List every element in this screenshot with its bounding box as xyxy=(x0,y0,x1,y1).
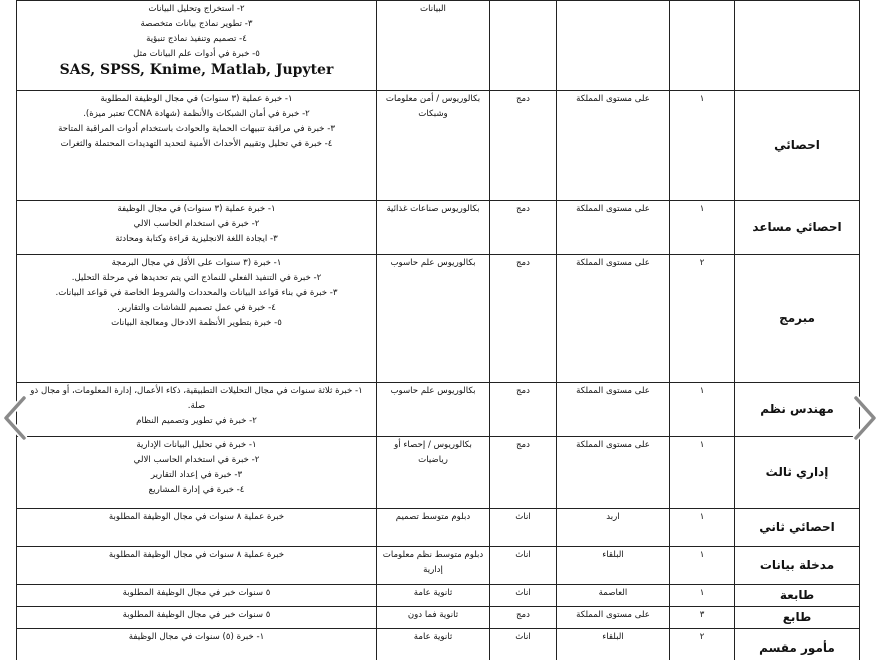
job-experience xyxy=(17,437,377,509)
job-title: احصائي xyxy=(735,91,860,201)
experience-line: ٢- خبرة في أمان الشبكات والأنظمة (شهادة CCNA تعتبر ميزة). xyxy=(83,109,310,119)
job-row xyxy=(17,547,860,585)
experience-line: ٥ سنوات خبر في مجال الوظيفة المطلوبة xyxy=(122,610,271,620)
job-count: ٢ xyxy=(670,629,735,660)
job-location: على مستوى المملكة xyxy=(557,91,670,201)
job-gender: دمج xyxy=(490,383,557,437)
experience-line: ٤- تصميم وتنفيذ نماذج تنبؤية xyxy=(146,34,247,44)
job-row xyxy=(17,1,860,91)
tools-list: SAS, SPSS, Knime, Matlab, Jupyter xyxy=(59,62,334,78)
job-count: ١ xyxy=(670,509,735,547)
job-gender: اناث xyxy=(490,585,557,607)
job-location xyxy=(557,1,670,91)
job-row xyxy=(17,255,860,383)
experience-line: ٣- خبرة في مراقبة تنبيهات الحماية والحوادث باستخدام أدوات المراقبة المتاحة xyxy=(58,124,335,134)
job-row xyxy=(17,629,860,660)
job-location: على مستوى المملكة xyxy=(557,255,670,383)
job-qualification: دبلوم متوسط تصميم xyxy=(377,509,490,547)
job-qualification: دبلوم متوسط نظم معلومات إدارية xyxy=(377,547,490,585)
experience-line: ٤- خبرة في تحليل وتقييم الأحداث الأمنية لتحديد التهديدات المحتملة والثغرات xyxy=(60,139,333,149)
job-row xyxy=(17,437,860,509)
job-experience xyxy=(17,585,377,607)
experience-line: ٣- تطوير نماذج بيانات متخصصة xyxy=(140,19,253,29)
job-location: اربد xyxy=(557,509,670,547)
job-experience xyxy=(17,255,377,383)
job-location: البلقاء xyxy=(557,547,670,585)
job-title: إداري ثالث xyxy=(735,437,860,509)
job-location: العاصمة xyxy=(557,585,670,607)
job-count: ١ xyxy=(670,547,735,585)
job-gender: اناث xyxy=(490,509,557,547)
job-gender: دمج xyxy=(490,607,557,629)
job-row xyxy=(17,607,860,629)
job-qualification: بكالوريوس / أمن معلومات وشبكات xyxy=(377,91,490,201)
experience-line: ١- خبرة ثلاثة سنوات في مجال التحليلات التطبيقية، ذكاء الأعمال، إدارة المعلومات، أو مجال ذو صلة. xyxy=(30,386,363,411)
job-count xyxy=(670,1,735,91)
job-title: مبرمج xyxy=(735,255,860,383)
job-gender xyxy=(490,1,557,91)
job-experience xyxy=(17,383,377,437)
job-row xyxy=(17,509,860,547)
job-qualification: ثانوية عامة xyxy=(377,585,490,607)
job-qualification: ثانوية عامة xyxy=(377,629,490,660)
experience-line: ١- خبرة في تحليل البيانات الإدارية xyxy=(136,440,257,450)
experience-line: ٣- ايجادة اللغة الانجليزية قراءة وكتابة ومحادثة xyxy=(115,234,278,244)
experience-line: ١- خبرة (٥) سنوات في مجال الوظيفة xyxy=(128,632,265,642)
job-qualification: بكالوريوس علم حاسوب xyxy=(377,383,490,437)
chevron-right-icon xyxy=(852,395,878,441)
job-experience xyxy=(17,607,377,629)
job-count: ١ xyxy=(670,383,735,437)
job-title: مهندس نظم xyxy=(735,383,860,437)
job-experience xyxy=(17,509,377,547)
experience-line: ٤- خبرة في عمل تصميم للشاشات والتقارير. xyxy=(117,303,276,313)
job-row xyxy=(17,383,860,437)
job-title: طابع xyxy=(735,607,860,629)
experience-line: ٣- خبرة في إعداد التقارير xyxy=(150,470,243,480)
experience-line: ٢- خبرة في استخدام الحاسب الالي xyxy=(133,219,260,229)
job-qualification: البيانات xyxy=(377,1,490,91)
experience-line: ١- خبرة عملية (٣ سنوات) في مجال الوظيفة المطلوبة xyxy=(100,94,293,104)
job-location: على مستوى المملكة xyxy=(557,437,670,509)
experience-line: ٥ سنوات خبر في مجال الوظيفة المطلوبة xyxy=(122,588,271,598)
job-count: ٣ xyxy=(670,607,735,629)
job-location: على مستوى المملكة xyxy=(557,201,670,255)
experience-line: ١- خبرة (٣ سنوات على الأقل في مجال البرمجة xyxy=(111,258,282,268)
experience-line: ٤- خبرة في إدارة المشاريع xyxy=(148,485,245,495)
experience-line: ١- خبرة عملية (٣ سنوات) في مجال الوظيفة xyxy=(117,204,276,214)
job-experience xyxy=(17,1,377,91)
job-title: طابعة xyxy=(735,585,860,607)
job-count: ١ xyxy=(670,201,735,255)
job-row xyxy=(17,585,860,607)
job-row xyxy=(17,91,860,201)
experience-line: ٣- خبرة في بناء قواعد البيانات والمحددات والشروط الخاصة في قواعد البيانات. xyxy=(55,288,338,298)
job-title: مدخلة بيانات xyxy=(735,547,860,585)
job-gender: اناث xyxy=(490,629,557,660)
job-gender: اناث xyxy=(490,547,557,585)
chevron-left-icon xyxy=(2,395,28,441)
job-qualification: ثانوية فما دون xyxy=(377,607,490,629)
jobs-table xyxy=(16,0,860,660)
experience-line: ٢- خبرة في التنفيذ الفعلي للنماذج التي يتم تحديدها في مرحلة التحليل. xyxy=(71,273,322,283)
job-title: مأمور مقسم xyxy=(735,629,860,660)
job-count: ١ xyxy=(670,91,735,201)
job-experience xyxy=(17,201,377,255)
job-row xyxy=(17,201,860,255)
job-qualification: بكالوريوس علم حاسوب xyxy=(377,255,490,383)
experience-line: ٢- خبرة في تطوير وتصميم النظام xyxy=(136,416,257,426)
job-title: احصائي مساعد xyxy=(735,201,860,255)
job-gender: دمج xyxy=(490,255,557,383)
job-count: ١ xyxy=(670,585,735,607)
job-qualification: بكالوريوس / إحصاء أو رياضيات xyxy=(377,437,490,509)
job-experience xyxy=(17,547,377,585)
job-title xyxy=(735,1,860,91)
job-gender: دمج xyxy=(490,201,557,255)
job-location: على مستوى المملكة xyxy=(557,383,670,437)
job-count: ٢ xyxy=(670,255,735,383)
job-experience xyxy=(17,629,377,660)
job-count: ١ xyxy=(670,437,735,509)
experience-line: ٥- خبرة في أدوات علم البيانات مثل xyxy=(133,49,260,59)
experience-line: خبرة عملية ٨ سنوات في مجال الوظيفة المطلوبة xyxy=(108,550,285,560)
experience-line: خبرة عملية ٨ سنوات في مجال الوظيفة المطلوبة xyxy=(108,512,285,522)
job-title: احصائي ثاني xyxy=(735,509,860,547)
previous-page-button[interactable] xyxy=(2,395,28,441)
job-gender: دمج xyxy=(490,437,557,509)
job-location: على مستوى المملكة xyxy=(557,607,670,629)
jobs-table-page xyxy=(16,0,860,660)
next-page-button[interactable] xyxy=(852,395,878,441)
experience-line: ٢- استخراج وتحليل البيانات xyxy=(148,4,245,14)
experience-line: ٢- خبرة في استخدام الحاسب الالي xyxy=(133,455,260,465)
job-gender: دمج xyxy=(490,91,557,201)
job-qualification: بكالوريوس صناعات غذائية xyxy=(377,201,490,255)
job-experience xyxy=(17,91,377,201)
job-location: البلقاء xyxy=(557,629,670,660)
experience-line: ٥- خبرة بتطوير الأنظمة الادخال ومعالجة البيانات xyxy=(111,318,282,328)
